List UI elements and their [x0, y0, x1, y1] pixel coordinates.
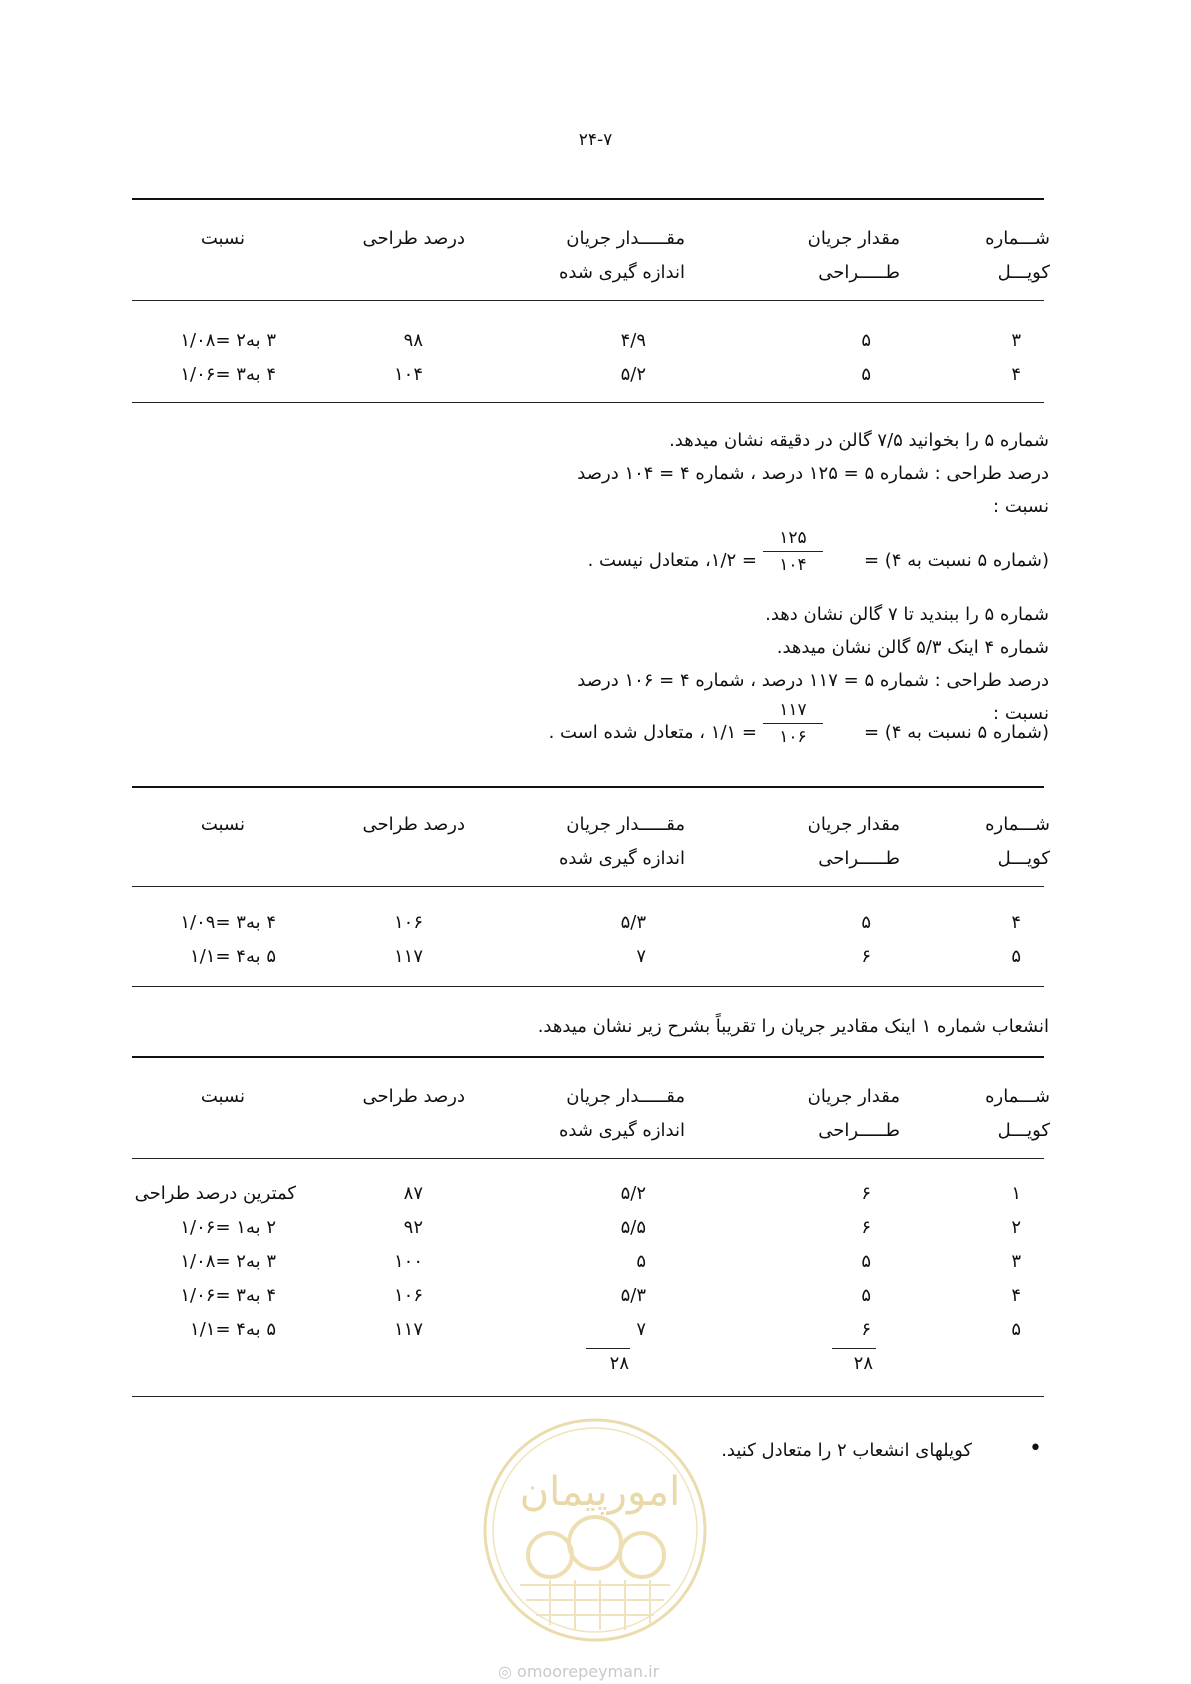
table2-top-rule	[132, 786, 1044, 788]
cell-coil: ۳	[1011, 1251, 1021, 1272]
bullet-text: کویلهای انشعاب ۲ را متعادل کنید.	[721, 1440, 972, 1461]
watermark-site: ◎ omoorepeyman.ir	[498, 1662, 660, 1681]
cell-design-percent: ۹۸	[403, 330, 423, 351]
equation-right: = ۱/۱ ، متعادل شده است .	[548, 722, 757, 743]
cell-design-percent: ۸۷	[403, 1183, 423, 1204]
fraction-numerator: ۱۲۵	[779, 528, 807, 548]
cell-ratio: ۵ به۴ =۱/۱	[190, 946, 276, 967]
table1-header-rule	[132, 300, 1044, 301]
header-ratio: نسبت	[200, 228, 245, 249]
page-number: ۲۴-۷	[578, 130, 613, 150]
cell-coil: ۳	[1011, 330, 1021, 351]
paragraph-line: نسبت :	[993, 496, 1049, 517]
header-coil: شـــماره کویـــل	[985, 1086, 1050, 1141]
table2-header-rule	[132, 886, 1044, 887]
paragraph-line: درصد طراحی : شماره ۵ = ۱۲۵ درصد ، شماره ۴ = ۱۰۴ درصد	[577, 463, 1049, 484]
cell-measured-flow: ۵/۵	[620, 1217, 646, 1238]
cell-coil: ۴	[1011, 364, 1021, 385]
cell-ratio: ۲ به۱ =۱/۰۶	[180, 1217, 276, 1238]
cell-measured-flow: ۷	[636, 1319, 646, 1340]
header-measured-flow: مقـــــدار جریان اندازه گیری شده	[558, 814, 685, 869]
fraction	[763, 700, 823, 747]
cell-design-percent: ۱۰۶	[393, 912, 423, 933]
cell-coil: ۴	[1011, 912, 1021, 933]
header-design-percent: درصد طراحی	[362, 814, 465, 835]
table3-top-rule	[132, 1056, 1044, 1058]
header-ratio: نسبت	[200, 814, 245, 835]
table3-header-rule	[132, 1158, 1044, 1159]
equation-left: (شماره ۵ نسبت به ۴) =	[863, 722, 1049, 743]
table2-bottom-rule	[132, 986, 1044, 987]
cell-ratio: ۴ به۳ =۱/۰۹	[180, 912, 276, 933]
cell-measured-flow: ۵	[636, 1251, 646, 1272]
cell-measured-flow: ۴/۹	[620, 330, 646, 351]
paragraph-line: شماره ۵ را ببندید تا ۷ گالن نشان دهد.	[765, 604, 1049, 625]
cell-coil: ۵	[1011, 946, 1021, 967]
cell-design-percent: ۱۱۷	[393, 946, 423, 967]
header-measured-flow: مقـــــدار جریان اندازه گیری شده	[558, 228, 685, 283]
cell-coil: ۵	[1011, 1319, 1021, 1340]
cell-design-flow: ۶	[861, 1183, 871, 1204]
cell-ratio: ۳ به۲ =۱/۰۸	[180, 330, 276, 351]
bullet-icon: •	[1029, 1436, 1042, 1461]
cell-design-flow: ۵	[861, 912, 871, 933]
cell-design-percent: ۱۰۴	[393, 364, 423, 385]
watermark-site-text: omoorepeyman.ir	[517, 1662, 660, 1681]
header-design-flow: مقدار جریان طـــــراحی	[807, 814, 900, 869]
cell-design-flow: ۵	[861, 330, 871, 351]
cell-design-flow: ۶	[861, 1319, 871, 1340]
cell-design-flow: ۵	[861, 364, 871, 385]
watermark-seal-icon	[480, 1415, 710, 1645]
cell-coil: ۱	[1011, 1183, 1021, 1204]
cell-design-percent: ۱۱۷	[393, 1319, 423, 1340]
cell-measured-flow: ۵/۳	[620, 1285, 646, 1306]
paragraph-line: درصد طراحی : شماره ۵ = ۱۱۷ درصد ، شماره ۴ = ۱۰۶ درصد	[577, 670, 1049, 691]
total-design-flow: ۲۸	[853, 1353, 873, 1374]
header-design-flow: مقدار جریان طـــــراحی	[807, 1086, 900, 1141]
cell-measured-flow: ۵/۲	[620, 1183, 646, 1204]
cell-measured-flow: ۵/۳	[620, 912, 646, 933]
cell-coil: ۴	[1011, 1285, 1021, 1306]
fraction-numerator: ۱۱۷	[779, 700, 807, 720]
cell-design-flow: ۶	[861, 1217, 871, 1238]
cell-design-flow: ۵	[861, 1285, 871, 1306]
header-design-percent: درصد طراحی	[362, 228, 465, 249]
fraction-bar	[763, 723, 823, 724]
paragraph-line: انشعاب شماره ۱ اینک مقادیر جریان را تقریباً بشرح زیر نشان میدهد.	[537, 1016, 1049, 1037]
cell-ratio: کمترین درصد طراحی	[134, 1183, 296, 1204]
header-measured-flow: مقـــــدار جریان اندازه گیری شده	[558, 1086, 685, 1141]
paragraph-line: شماره ۵ را بخوانید ۷/۵ گالن در دقیقه نشان میدهد.	[669, 430, 1049, 451]
cell-ratio: ۴ به۳ =۱/۰۶	[180, 1285, 276, 1306]
table3-bottom-rule	[132, 1396, 1044, 1397]
cell-design-percent: ۱۰۶	[393, 1285, 423, 1306]
cell-ratio: ۴ به۳ =۱/۰۶	[180, 364, 276, 385]
header-ratio: نسبت	[200, 1086, 245, 1107]
total-measured-flow: ۲۸	[609, 1353, 629, 1374]
header-design-flow: مقدار جریان طـــــراحی	[807, 228, 900, 283]
fraction	[763, 528, 823, 575]
cell-design-percent: ۹۲	[403, 1217, 423, 1238]
header-design-percent: درصد طراحی	[362, 1086, 465, 1107]
cell-coil: ۲	[1011, 1217, 1021, 1238]
fraction-denominator: ۱۰۶	[779, 727, 807, 747]
cell-measured-flow: ۵/۲	[620, 364, 646, 385]
table1-bottom-rule	[132, 402, 1044, 403]
fraction-denominator: ۱۰۴	[779, 555, 807, 575]
equation-left: (شماره ۵ نسبت به ۴) =	[863, 550, 1049, 571]
fraction-bar	[763, 551, 823, 552]
cell-design-flow: ۶	[861, 946, 871, 967]
cell-design-percent: ۱۰۰	[393, 1251, 423, 1272]
paragraph-line: شماره ۴ اینک ۵/۳ گالن نشان میدهد.	[776, 637, 1049, 658]
table1-top-rule	[132, 198, 1044, 200]
cell-design-flow: ۵	[861, 1251, 871, 1272]
paragraph-line: نسبت :	[993, 703, 1049, 724]
sum-line-design	[832, 1348, 876, 1349]
cell-measured-flow: ۷	[636, 946, 646, 967]
sum-line-measured	[586, 1348, 630, 1349]
header-coil: شـــماره کویـــل	[985, 228, 1050, 283]
equation-right: = ۱/۲، متعادل نیست .	[587, 550, 757, 571]
watermark-seal-text: امورپیمان	[519, 1469, 681, 1515]
cell-ratio: ۵ به۴ =۱/۱	[190, 1319, 276, 1340]
cell-ratio: ۳ به۲ =۱/۰۸	[180, 1251, 276, 1272]
header-coil: شـــماره کویـــل	[985, 814, 1050, 869]
